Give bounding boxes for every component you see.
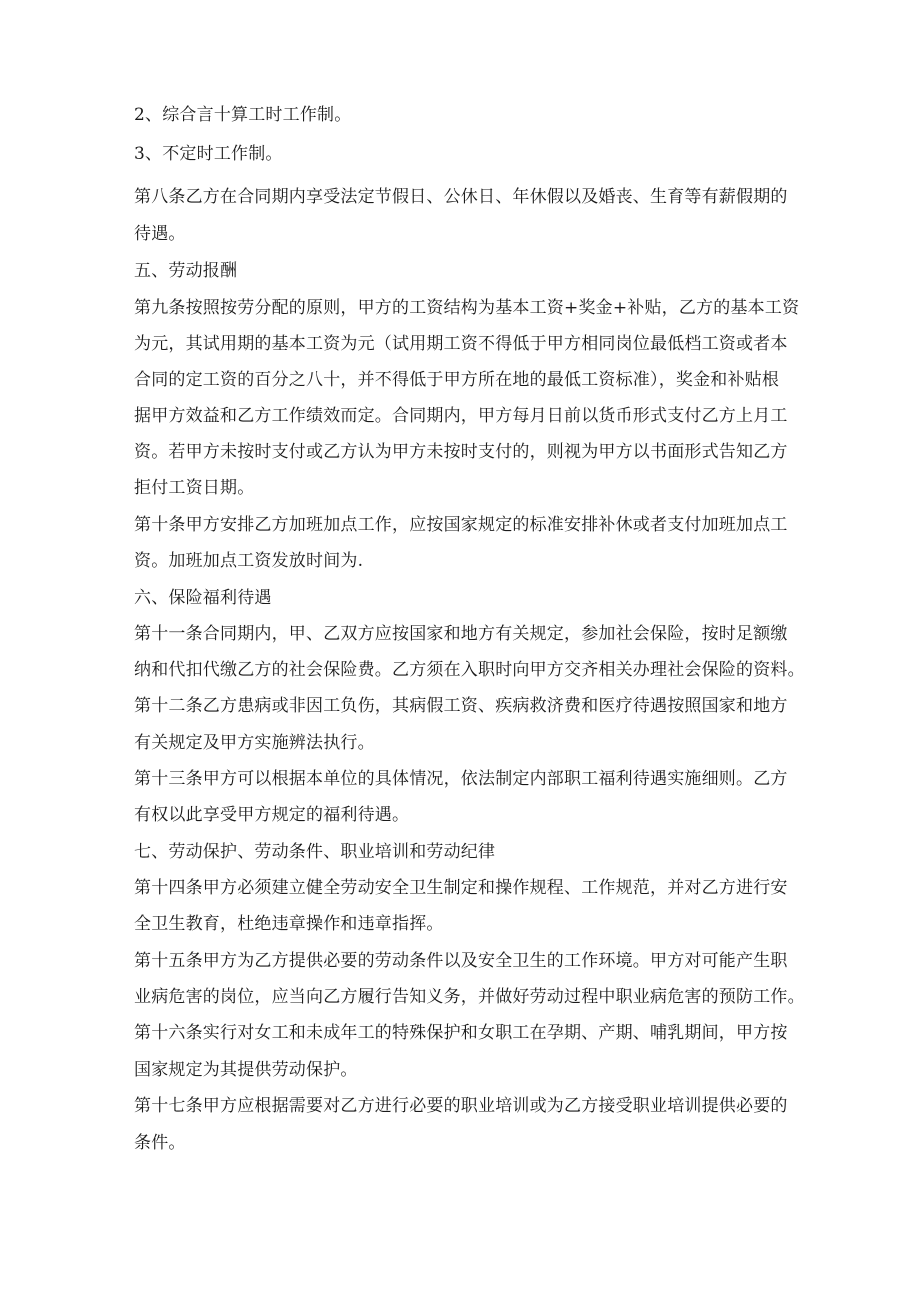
text-line: 第十条甲方安排乙方加班加点工作，应按国家规定的标准安排补休或者支付加班加点工	[134, 515, 788, 535]
text-line: 条件。	[134, 1133, 186, 1153]
text-line: 拒付工资日期。	[134, 478, 255, 498]
text-line: 纳和代扣代缴乙方的社会保险费。乙方须在入职时向甲方交齐相关办理社会保险的资料。	[134, 660, 805, 680]
text-line: 有关规定及甲方实施辨法执行。	[134, 733, 375, 753]
text-line: 第十六条实行对女工和未成年工的特殊保护和女职工在孕期、产期、哺乳期间，甲方按	[134, 1023, 788, 1043]
text-line: 第十四条甲方必须建立健全劳动安全卫生制定和操作规程、工作规范，并对乙方进行安	[134, 878, 788, 898]
section-heading: 七、劳动保护、劳动条件、职业培训和劳动纪律	[134, 842, 496, 862]
text-line: 第八条乙方在合同期内享受法定节假日、公休日、年休假以及婚丧、生育等有薪假期的	[134, 187, 788, 207]
text-line: 第十三条甲方可以根据本单位的具体情况，依法制定内部职工福利待遇实施细则。乙方	[134, 769, 788, 789]
section-heading: 五、劳动报酬	[134, 261, 238, 281]
text-line: 2、综合言十算工时工作制。	[134, 105, 352, 125]
text-line: 资。若甲方未按时支付或乙方认为甲方未按时支付的，则视为甲方以书面形式告知乙方	[134, 442, 788, 462]
section-heading: 六、保险福利待遇	[134, 588, 272, 608]
text-line: 全卫生教育，杜绝违章操作和违章指挥。	[134, 914, 444, 934]
text-line: 国家规定为其提供劳动保护。	[134, 1060, 358, 1080]
text-line: 第十五条甲方为乙方提供必要的劳动条件以及安全卫生的工作环境。甲方对可能产生职	[134, 951, 788, 971]
text-line: 资。加班加点工资发放时间为.	[134, 551, 364, 571]
text-line: 待遇。	[134, 224, 186, 244]
text-line: 合同的定工资的百分之八十，并不得低于甲方所在地的最低工资标准），奖金和补贴根	[134, 370, 780, 390]
text-line: 第十二条乙方患病或非因工负伤，其病假工资、疾病救济费和医疗待遇按照国家和地方	[134, 696, 788, 716]
text-line: 据甲方效益和乙方工作绩效而定。合同期内，甲方每月日前以货币形式支付乙方上月工	[134, 406, 788, 426]
text-line: 为元，其试用期的基本工资为元（试用期工资不得低于甲方相同岗位最低档工资或者本	[134, 334, 788, 354]
text-line: 3、不定时工作制。	[134, 144, 283, 164]
text-line: 有权以此享受甲方规定的福利待遇。	[134, 805, 410, 825]
text-line: 第十一条合同期内，甲、乙双方应按国家和地方有关规定，参加社会保险，按时足额缴	[134, 624, 788, 644]
text-line: 第十七条甲方应根据需要对乙方进行必要的职业培训或为乙方接受职业培训提供必要的	[134, 1096, 788, 1116]
text-line: 第九条按照按劳分配的原则，甲方的工资结构为基本工资+奖金+补贴，乙方的基本工资	[134, 298, 800, 318]
text-line: 业病危害的岗位，应当向乙方履行告知义务，并做好劳动过程中职业病危害的预防工作。	[134, 987, 805, 1007]
